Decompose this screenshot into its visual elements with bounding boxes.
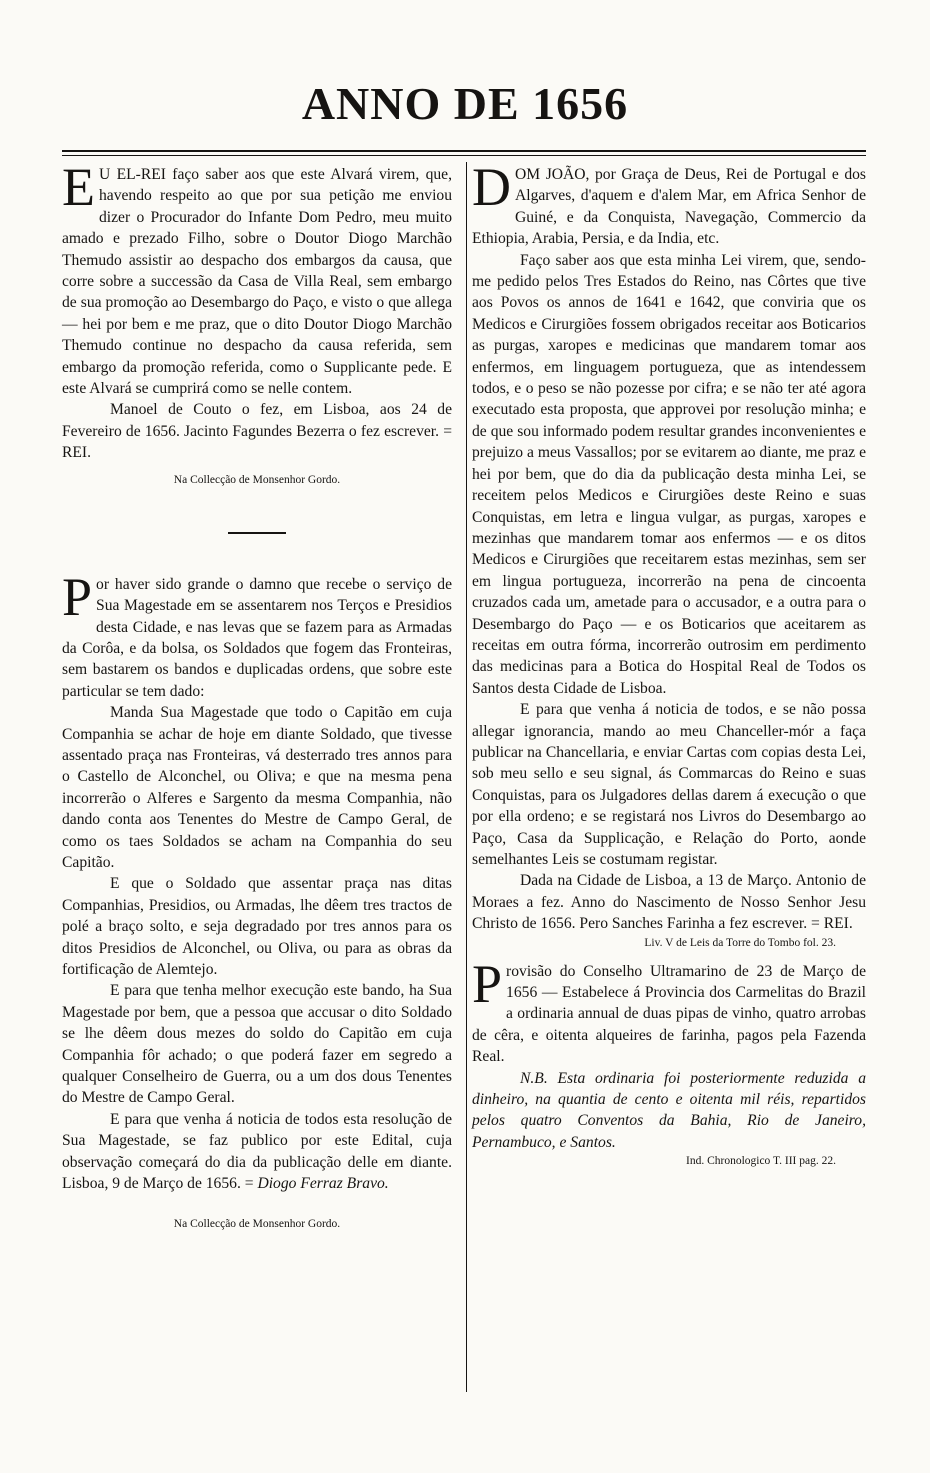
nb-label: N.B. — [520, 1069, 548, 1087]
page-title: ANNO DE 1656 — [301, 78, 629, 129]
source-note: Ind. Chronologico T. III pag. 22. — [685, 1155, 836, 1168]
nb-text: Esta ordinaria foi posteriormente reduzida a dinheiro, na quantia de cento e oitenta mil réis, repartidos pelos quatro Conventos da Bahia, Rio de Janeiro, Pernambuco, e Santos. — [472, 1069, 866, 1151]
paragraph: Faço saber aos que esta minha Lei virem, que, sendo-me pedido pelos Tres Estados do Reino, nas Côrtes que tive aos Povos os annos de 1641 e 1642, que conviria que os Medicos e Cirurgiões fossem obrigados receitar aos Boticarios as purgas, xaropes e medicinas que mandarem tomar aos enfermos, em linguagem portugueza, que as intendessem todos, e o peso se não pozesse por cifra; e se não ter até agora executado esta proposta, que approvei por resolução minha; e de que sou informado podem resultar grandes inconvenientes e prejuizo a meus Vassallos; por se evitarem ao diante, me praz e hei por bem, que do dia da publicação desta minha Lei, se receitem pelos Medicos e Cirurgiões deste Reino e suas Conquistas, em letra e lingua vulgar, as purgas, xaropes e mezinhas que mandarem tomar aos enfermos — e os ditos Medicos e Cirurgiões que receitarem estas mezinhas, sem ser em lingua portugueza, incorrerão na pena de cincoenta cruzados cada um, ametade para o accusador, e a outra para o Desembargo do Paço — e os Boticarios que aceitarem as receitas em outra fórma, incorrerão outrosim em perdimento das medicinas para a Botica do Hospital Real de Todos os Santos desta Cidade de Lisboa. — [472, 251, 866, 697]
paragraph: U EL-REI faço saber aos que este Alvará virem, que, havendo respeito ao que por sua petição me enviou dizer o Procurador do Infante Dom Pedro, meu muito amado e prezado Filho, sobre o Doutor Diogo Marchão Themudo assistir ao despacho dos embargos da causa, que corre sobre a successão da Casa de Villa Real, sem embargo de sua promoção ao Desembargo do Paço, e visto o que allega — hei por bem e me praz, que o dito Doutor Diogo Marchão Themudo continue no despacho da causa referida, sem embargo da promoção referida, como o Supplicante pede. E este Alvará se cumprirá como se nelle contem. — [62, 166, 452, 398]
drop-cap: D — [472, 157, 511, 217]
edital-document — [62, 566, 452, 1233]
paragraph: E para que venha á noticia de todos, e se não possa allegar ignorancia, mando ao meu Chanceller-mór a faça publicar na Chancellaria, e enviar Cartas com copias desta Lei, sob meu sello e seu signal, ás Commarcas do Reino e suas Conquistas, para os Julgadores dellas darem á execução o que por ella ordeno; e se registará nos Livros do Desembargo ao Paço, Casa da Supplicação, e Relação do Porto, aonde semelhantes Leis se costumam registar. — [472, 701, 866, 868]
paragraph-text: E para que venha á noticia de todos esta resolução de Sua Magestade, se faz publico por este Edital, cuja observação começará do dia da publicação delle em diante. Lisboa, 9 de Março de 1656. = — [62, 1110, 452, 1193]
source-note: Liv. V de Leis da Torre do Tombo fol. 23. — [644, 936, 836, 949]
paragraph: E para que tenha melhor execução este bando, ha Sua Magestade por bem, que a pessoa que accusar o dito Soldado se lhe dêem dous mezes do soldo do Capitão em cuja Companhia fôr achado; o que poderá fazer em segredo a qualquer Conselheiro de Guerra, ou a um dos dous Tenentes do Mestre de Campo Geral. — [62, 982, 452, 1107]
left-column — [62, 157, 452, 1232]
paragraph: OM JOÃO, por Graça de Deus, Rei de Portugal e dos Algarves, d'aquem e d'alem Mar, em Africa Senhor de Guiné, e da Conquista, Navegação, Commercio da Ethiopia, Arabia, Persia, e da India, etc. — [472, 166, 866, 248]
paragraph: Manda Sua Magestade que todo o Capitão em cuja Companhia se achar de hoje em diante Soldado, que tivesse assentado praça nas Fronteiras, vá desterrado tres annos para o Castello de Alconchel, ou Oliva; e que na mesma pena incorrerão o Alferes e Sargento da mesma Companhia, não dando conta aos Tenentes do Mestre de Campo Geral, de como os taes Soldados se acham na Companhia do seu Capitão. — [62, 704, 452, 871]
alvara-document — [62, 157, 452, 488]
drop-cap: P — [62, 566, 93, 627]
paragraph — [62, 1109, 452, 1195]
drop-cap: E — [62, 157, 95, 217]
lei-document — [472, 157, 866, 951]
paragraph — [472, 1068, 866, 1154]
paragraph: rovisão do Conselho Ultramarino de 23 de Março de 1656 — Estabelece á Provincia dos Carmelitas do Brazil a ordinaria annual de duas pipas de vinho, quatro arrobas de cêra, e oitenta alqueires de farinha, pagos pela Fazenda Real. — [472, 962, 866, 1066]
source-note: Na Collecção de Monsenhor Gordo. — [173, 473, 341, 486]
column-divider — [466, 162, 467, 1392]
signature: Diogo Ferraz Bravo. — [257, 1175, 389, 1193]
provisao-document — [472, 953, 866, 1170]
right-column — [472, 157, 866, 1169]
paragraph: Manoel de Couto o fez, em Lisboa, aos 24 de Fevereiro de 1656. Jacinto Fagundes Bezerra o fez escrever. = REI. — [62, 401, 452, 462]
header-rule — [62, 150, 866, 156]
paragraph: or haver sido grande o damno que recebe o serviço de Sua Magestade em se assentarem nos Terços e Presidios desta Cidade, e nas levas que se fazem para as Armadas da Corôa, e da bolsa, os Soldados que fogem das Fronteiras, sem bastarem os bandos e duplicadas ordens, que sobre este particular se tem dado: — [62, 575, 452, 700]
paragraph: Dada na Cidade de Lisboa, a 13 de Março. Antonio de Moraes a fez. Anno do Nascimento de Nosso Senhor Jesu Christo de 1656. Pero Sanches Farinha a fez escrever. = REI. — [472, 872, 866, 933]
paragraph: E que o Soldado que assentar praça nas ditas Companhias, Presidios, ou Armadas, lhe dêem tres tractos de polé a braço solto, e seja degradado por tres annos para os ditos Presidios de Alconchel, ou Oliva, ou para as obras da fortificação de Alemtejo. — [62, 875, 452, 978]
drop-cap: P — [472, 953, 503, 1014]
source-note: Na Collecção de Monsenhor Gordo. — [173, 1218, 341, 1231]
